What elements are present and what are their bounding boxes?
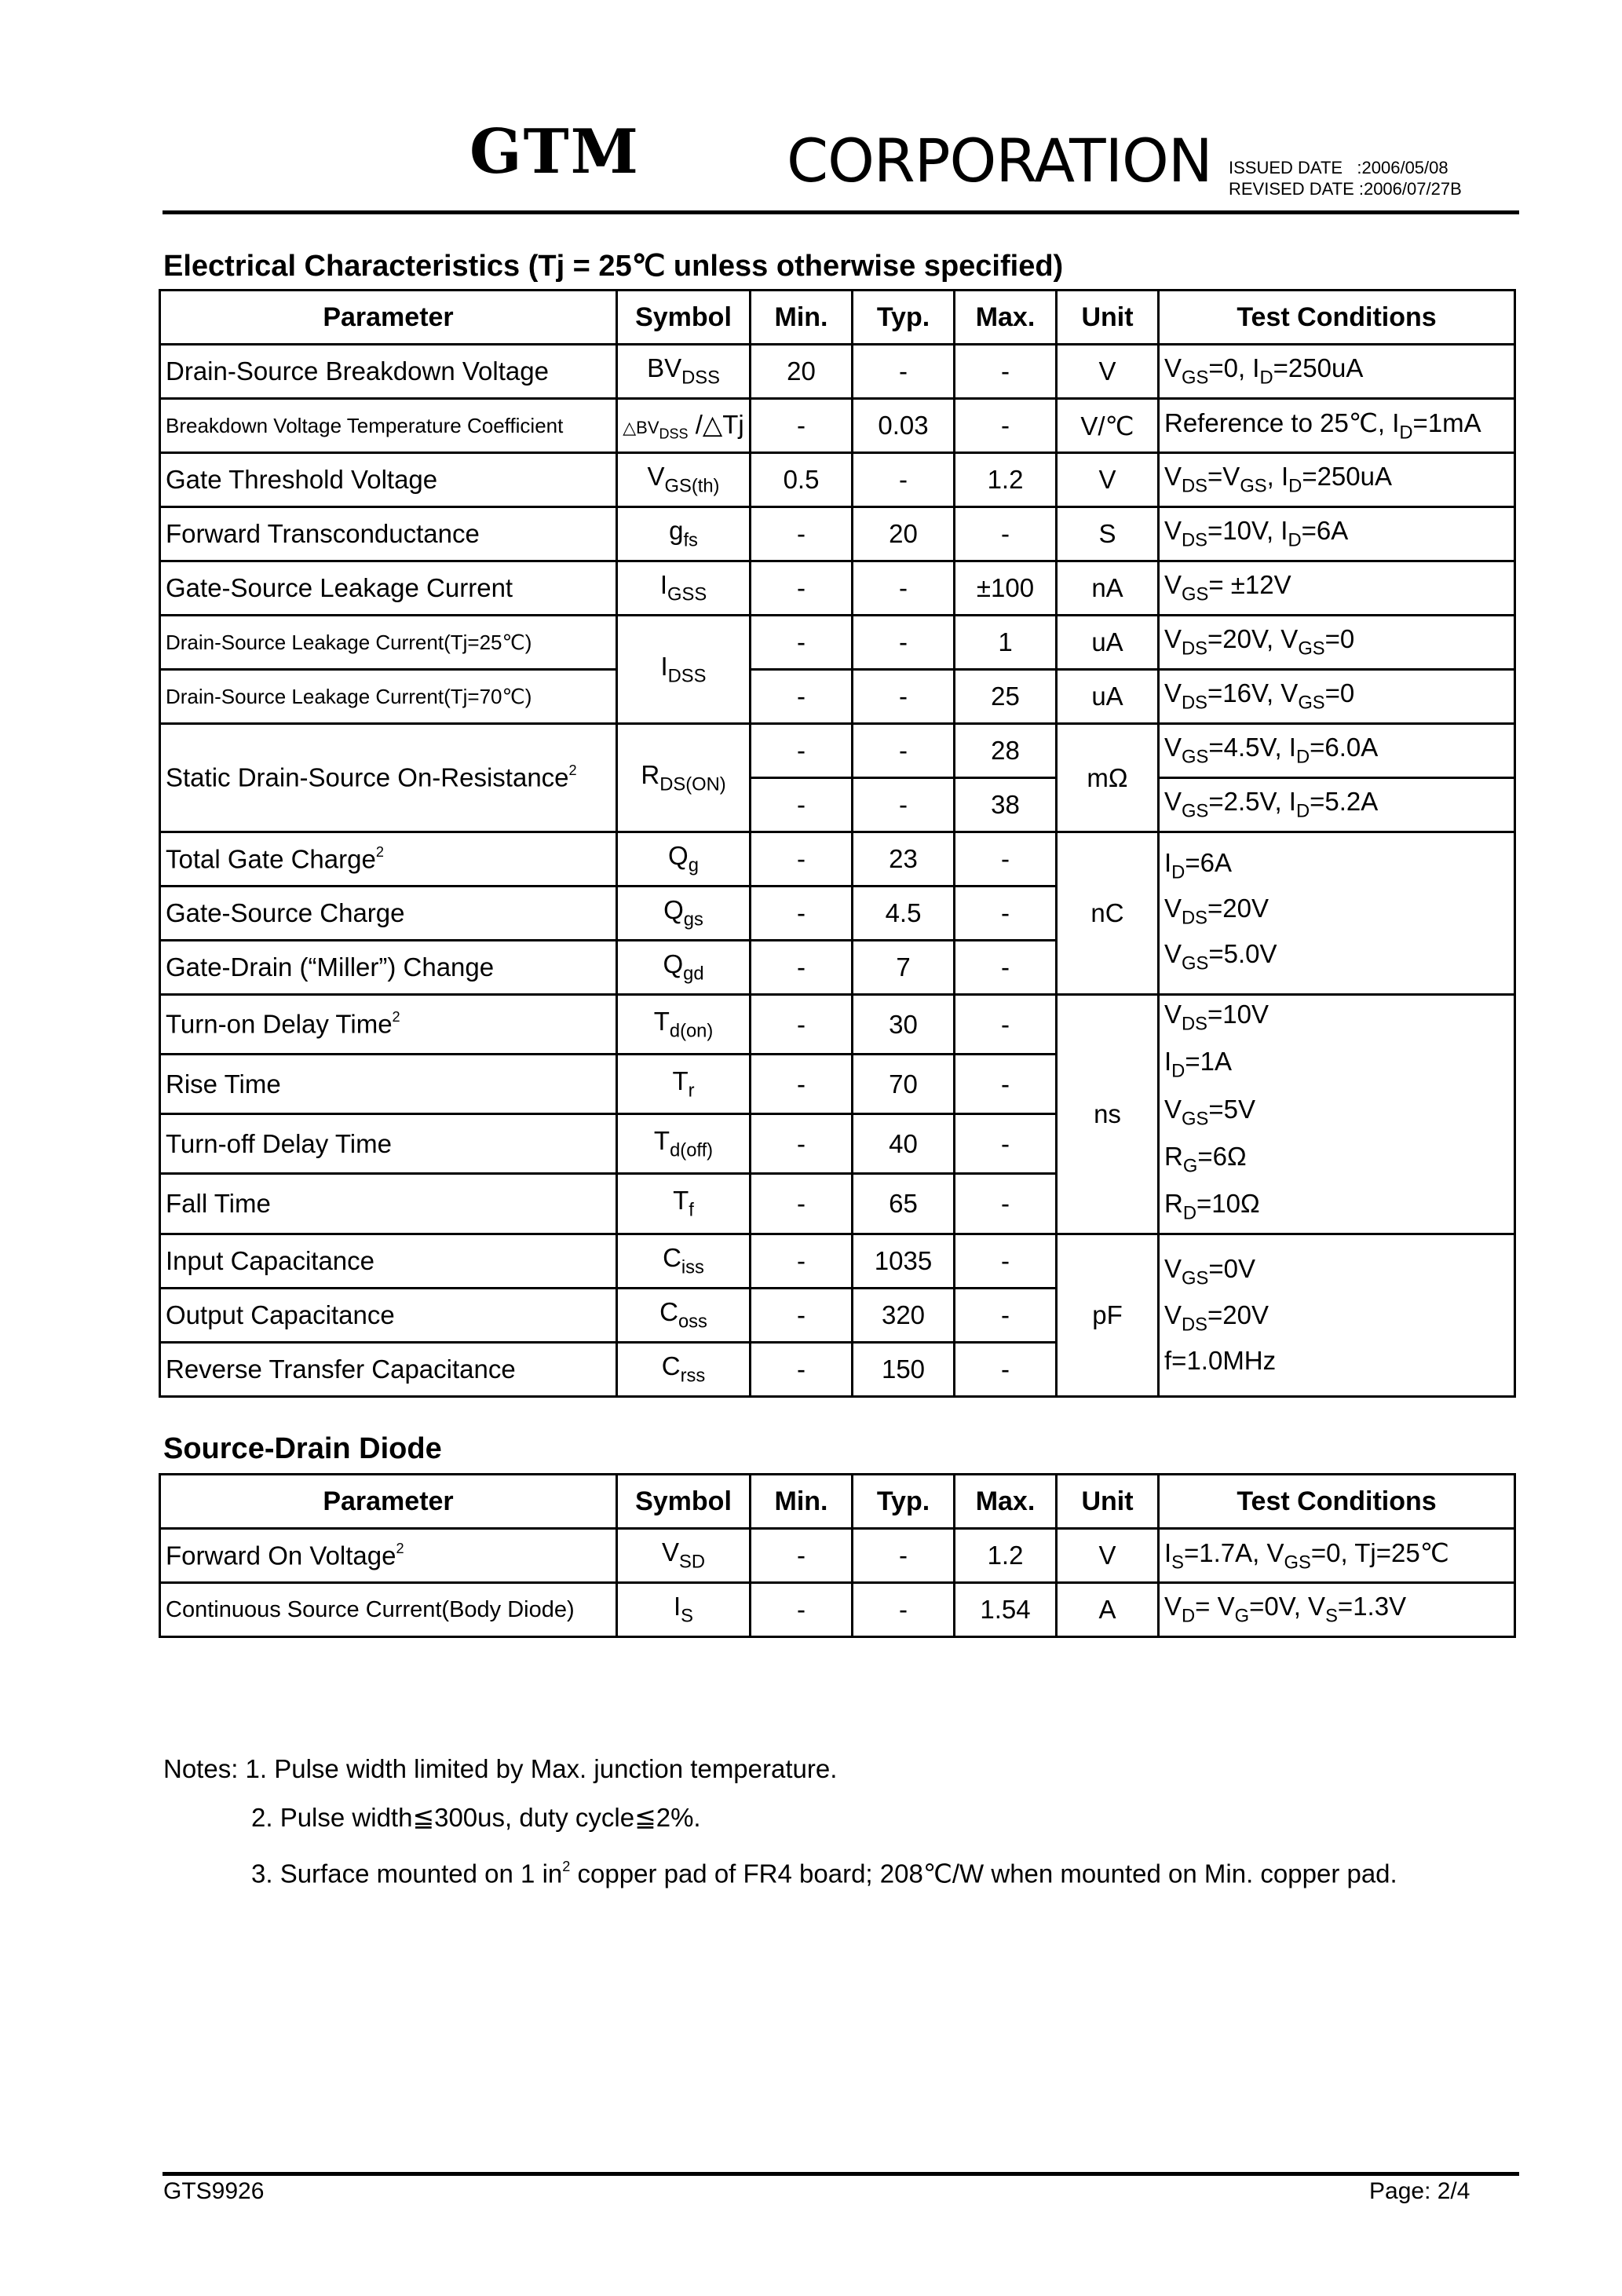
min-cell: - (751, 1234, 853, 1288)
param-cell: Drain-Source Leakage Current(Tj=25℃) (160, 616, 617, 670)
table-row (160, 561, 1515, 616)
unit-cell: nA (1057, 561, 1159, 616)
typ-cell: 20 (853, 507, 955, 561)
footer-page-number: Page: 2/4 (1369, 2178, 1470, 2204)
min-cell: - (751, 1583, 853, 1637)
param-cell: Fall Time (160, 1174, 617, 1234)
typ-cell: 40 (853, 1114, 955, 1174)
header-rule (163, 210, 1519, 214)
min-cell: - (751, 778, 853, 832)
typ-cell: - (853, 1583, 955, 1637)
unit-cell: nC (1057, 832, 1159, 995)
revised-date: REVISED DATE :2006/07/27B (1229, 179, 1462, 199)
param-cell: Drain-Source Breakdown Voltage (160, 345, 617, 399)
param-cell: Gate-Source Charge (160, 887, 617, 941)
typ-cell: - (853, 453, 955, 507)
max-cell: - (955, 399, 1057, 453)
header-max: Max. (955, 1475, 1057, 1529)
unit-cell: V (1057, 453, 1159, 507)
max-cell: 28 (955, 724, 1057, 778)
footer-part-number: GTS9926 (163, 2178, 265, 2204)
max-cell: - (955, 1288, 1057, 1342)
min-cell: - (751, 1342, 853, 1396)
test-condition-cell: $V_{DS}=10V$ $I_D=1A$ $V_{GS}=5V$ $R_G=6\Omega$ $R_D=10\Omega$ (1159, 995, 1515, 1234)
header-unit: Unit (1057, 1475, 1159, 1529)
symbol-cell: $Q_g$ (617, 832, 751, 887)
table-row (160, 995, 1515, 1055)
unit-cell: S (1057, 507, 1159, 561)
typ-cell: - (853, 724, 955, 778)
max-cell: - (955, 1055, 1057, 1114)
min-cell: - (751, 887, 853, 941)
symbol-cell: $I_{GSS}$ (617, 561, 751, 616)
max-cell: - (955, 1114, 1057, 1174)
min-cell: - (751, 832, 853, 887)
table-row (160, 1234, 1515, 1288)
header-parameter: Parameter (160, 1475, 617, 1529)
param-cell: Continuous Source Current(Body Diode) (160, 1583, 617, 1637)
note-2: 2. Pulse width≦300us, duty cycle≦2%. (251, 1803, 701, 1832)
max-cell: 25 (955, 670, 1057, 724)
table-row (160, 670, 1515, 724)
param-cell: Gate Threshold Voltage (160, 453, 617, 507)
param-cell: Turn-on Delay Time$^2$ (160, 995, 617, 1055)
issued-date: ISSUED DATE :2006/05/08 (1229, 158, 1448, 177)
symbol-cell: $Q_{gs}$ (617, 887, 751, 941)
min-cell: 0.5 (751, 453, 853, 507)
test-condition-cell: $V_{GS}=4.5V$, $I_D=6.0A$ (1159, 724, 1515, 778)
electrical-title: Electrical Characteristics (Tj = 25℃ unless otherwise specified) (163, 250, 1064, 283)
max-cell: - (955, 1342, 1057, 1396)
min-cell: - (751, 995, 853, 1055)
unit-cell: uA (1057, 670, 1159, 724)
max-cell: 38 (955, 778, 1057, 832)
typ-cell: - (853, 1529, 955, 1583)
diode-title: Source-Drain Diode (163, 1432, 442, 1465)
test-condition-cell: $V_{GS}=0V$ $V_{DS}=20V$ f=1.0MHz (1159, 1234, 1515, 1396)
param-cell: Static Drain-Source On-Resistance$^2$ (160, 724, 617, 832)
unit-cell: V/℃ (1057, 399, 1159, 453)
symbol-cell: $T_{d(off)}$ (617, 1114, 751, 1174)
header-unit: Unit (1057, 291, 1159, 345)
max-cell: ±100 (955, 561, 1057, 616)
min-cell: - (751, 616, 853, 670)
footer-rule (163, 2172, 1519, 2176)
header-test-conditions: Test Conditions (1159, 291, 1515, 345)
param-cell: Gate-Source Leakage Current (160, 561, 617, 616)
max-cell: - (955, 832, 1057, 887)
symbol-cell: $I_S$ (617, 1583, 751, 1637)
table-row (160, 345, 1515, 399)
test-condition-cell: $V_D= V_G=0V$, $V_S=1.3V$ (1159, 1583, 1515, 1637)
table-row (160, 507, 1515, 561)
header-typ: Typ. (853, 1475, 955, 1529)
notes-label: Notes: (163, 1754, 239, 1783)
typ-cell: 1035 (853, 1234, 955, 1288)
test-condition-cell: $I_D=6A$ $V_{DS}=20V$ $V_{GS}=5.0V$ (1159, 832, 1515, 995)
unit-cell: mΩ (1057, 724, 1159, 832)
header-parameter: Parameter (160, 291, 617, 345)
max-cell: 1.2 (955, 453, 1057, 507)
table-header-row (160, 291, 1515, 345)
min-cell: - (751, 399, 853, 453)
table-row (160, 453, 1515, 507)
param-cell: Input Capacitance (160, 1234, 617, 1288)
unit-cell: V (1057, 345, 1159, 399)
symbol-cell: $T_r$ (617, 1055, 751, 1114)
param-cell: Output Capacitance (160, 1288, 617, 1342)
symbol-cell: $C_{iss}$ (617, 1234, 751, 1288)
max-cell: 1 (955, 616, 1057, 670)
symbol-cell: $BV_{DSS}$ (617, 345, 751, 399)
min-cell: - (751, 670, 853, 724)
symbol-cell: $g_{fs}$ (617, 507, 751, 561)
header-min: Min. (751, 1475, 853, 1529)
symbol-cell: $\triangle BV_{DSS}$ /△Tj (617, 399, 751, 453)
symbol-cell: $Q_{gd}$ (617, 941, 751, 995)
typ-cell: - (853, 561, 955, 616)
header-min: Min. (751, 291, 853, 345)
param-cell: Drain-Source Leakage Current(Tj=70℃) (160, 670, 617, 724)
unit-cell: A (1057, 1583, 1159, 1637)
test-condition-cell: $V_{DS}=16V$, $V_{GS}=0$ (1159, 670, 1515, 724)
max-cell: - (955, 507, 1057, 561)
symbol-cell: $V_{GS(th)}$ (617, 453, 751, 507)
test-condition-cell: $V_{DS}=10V$, $I_D=6A$ (1159, 507, 1515, 561)
max-cell: - (955, 1234, 1057, 1288)
header-test-conditions: Test Conditions (1159, 1475, 1515, 1529)
min-cell: - (751, 1288, 853, 1342)
max-cell: - (955, 345, 1057, 399)
typ-cell: 0.03 (853, 399, 955, 453)
header-max: Max. (955, 291, 1057, 345)
symbol-cell: $V_{SD}$ (617, 1529, 751, 1583)
table-row (160, 832, 1515, 887)
header-typ: Typ. (853, 291, 955, 345)
table-row (160, 616, 1515, 670)
table-row (160, 399, 1515, 453)
param-cell: Turn-off Delay Time (160, 1114, 617, 1174)
typ-cell: 7 (853, 941, 955, 995)
unit-cell: uA (1057, 616, 1159, 670)
header-symbol: Symbol (617, 291, 751, 345)
typ-cell: 70 (853, 1055, 955, 1114)
table-row (160, 724, 1515, 778)
typ-cell: 320 (853, 1288, 955, 1342)
typ-cell: 23 (853, 832, 955, 887)
unit-cell: ns (1057, 995, 1159, 1234)
param-cell: Forward On Voltage$^2$ (160, 1529, 617, 1583)
test-condition-cell: $I_S=1.7A$, $V_{GS}=0$, Tj=25℃ (1159, 1529, 1515, 1583)
min-cell: - (751, 724, 853, 778)
min-cell: - (751, 1055, 853, 1114)
min-cell: - (751, 561, 853, 616)
max-cell: 1.2 (955, 1529, 1057, 1583)
typ-cell: - (853, 345, 955, 399)
min-cell: - (751, 1114, 853, 1174)
table-row (160, 1583, 1515, 1637)
min-cell: - (751, 1174, 853, 1234)
table-row (160, 1529, 1515, 1583)
notes (163, 1745, 1397, 1899)
symbol-cell: $C_{rss}$ (617, 1342, 751, 1396)
param-cell: Breakdown Voltage Temperature Coefficient (160, 399, 617, 453)
typ-cell: 65 (853, 1174, 955, 1234)
min-cell: 20 (751, 345, 853, 399)
min-cell: - (751, 941, 853, 995)
max-cell: 1.54 (955, 1583, 1057, 1637)
diode-table (159, 1473, 1516, 1638)
param-cell: Rise Time (160, 1055, 617, 1114)
max-cell: - (955, 1174, 1057, 1234)
param-cell: Reverse Transfer Capacitance (160, 1342, 617, 1396)
typ-cell: - (853, 778, 955, 832)
max-cell: - (955, 995, 1057, 1055)
table-header-row (160, 1475, 1515, 1529)
symbol-cell: $T_{d(on)}$ (617, 995, 751, 1055)
header-symbol: Symbol (617, 1475, 751, 1529)
min-cell: - (751, 507, 853, 561)
typ-cell: 4.5 (853, 887, 955, 941)
unit-cell: V (1057, 1529, 1159, 1583)
test-condition-cell: $V_{GS}= \pm 12V$ (1159, 561, 1515, 616)
test-condition-cell: $V_{DS}=V_{GS}$, $I_D=250uA$ (1159, 453, 1515, 507)
header-dates (1229, 157, 1462, 199)
symbol-cell: $R_{DS(ON)}$ (617, 724, 751, 832)
max-cell: - (955, 887, 1057, 941)
test-condition-cell: $V_{GS}=0$, $I_D=250uA$ (1159, 345, 1515, 399)
test-condition-cell: Reference to 25℃, $I_D=1mA$ (1159, 399, 1515, 453)
test-condition-cell: $V_{DS}=20V$, $V_{GS}=0$ (1159, 616, 1515, 670)
test-condition-cell: $V_{GS}=2.5V$, $I_D=5.2A$ (1159, 778, 1515, 832)
param-cell: Gate-Drain (“Miller”) Change (160, 941, 617, 995)
param-cell: Forward Transconductance (160, 507, 617, 561)
corporation-text: CORPORATION (787, 126, 1212, 196)
symbol-cell: $I_{DSS}$ (617, 616, 751, 724)
param-cell: Total Gate Charge$^2$ (160, 832, 617, 887)
note-3: 3. Surface mounted on 1 $in^2$ copper pad of FR4 board; 208℃/W when mounted on Min. copper pad. (251, 1859, 1397, 1888)
symbol-cell: $C_{oss}$ (617, 1288, 751, 1342)
typ-cell: 150 (853, 1342, 955, 1396)
typ-cell: - (853, 670, 955, 724)
electrical-table (159, 289, 1516, 1398)
min-cell: - (751, 1529, 853, 1583)
unit-cell: pF (1057, 1234, 1159, 1396)
symbol-cell: $T_f$ (617, 1174, 751, 1234)
typ-cell: - (853, 616, 955, 670)
max-cell: - (955, 941, 1057, 995)
typ-cell: 30 (853, 995, 955, 1055)
company-logo-text: GTM (469, 116, 640, 188)
note-1: 1. Pulse width limited by Max. junction temperature. (245, 1754, 838, 1783)
